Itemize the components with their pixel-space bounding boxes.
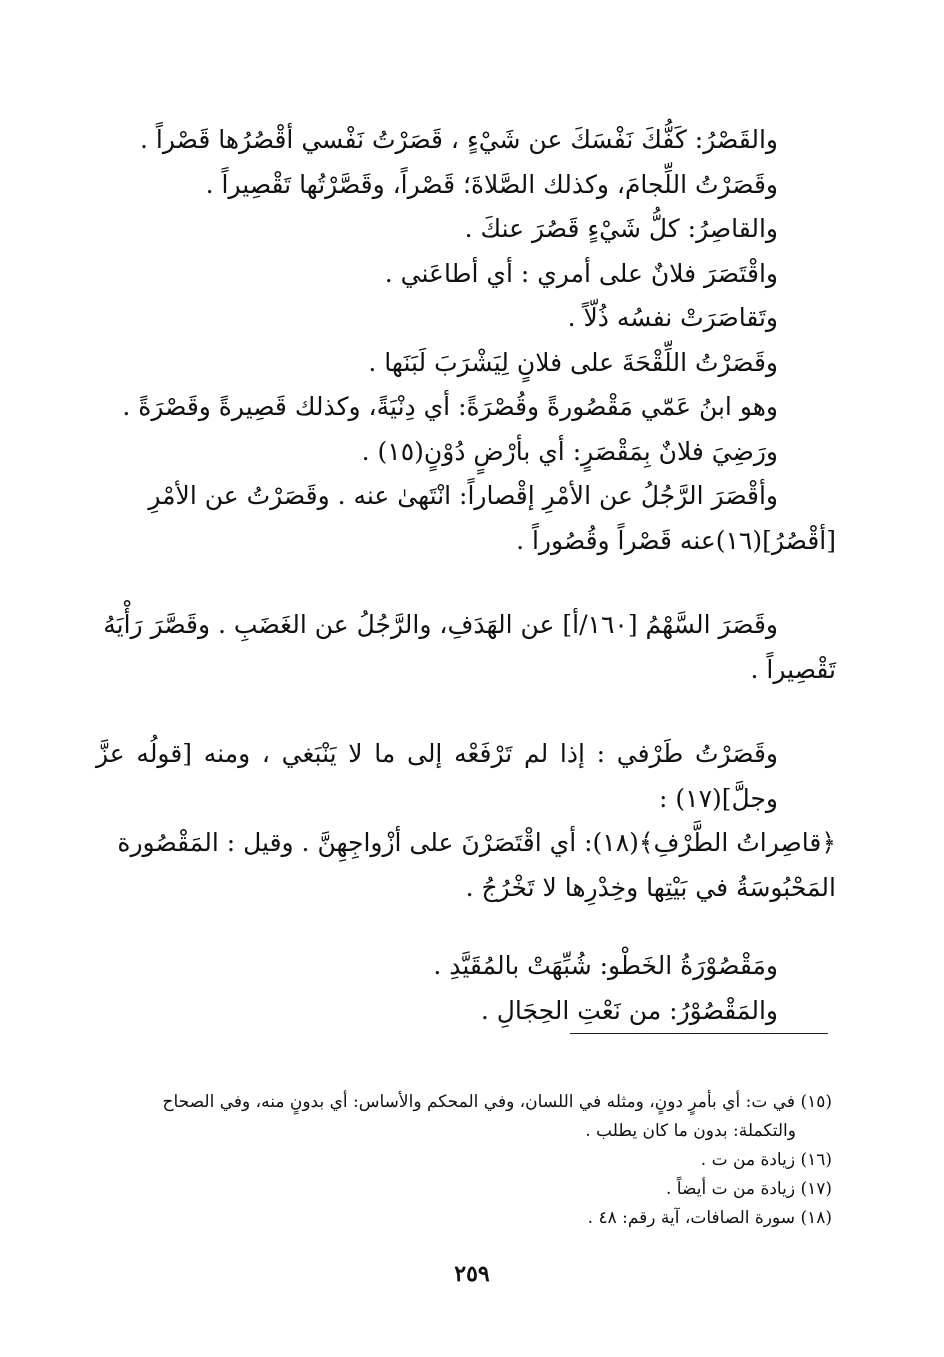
text-line: والقَصْرُ: كَفُّكَ نَفْسَكَ عن شَيْءٍ ، قَصَرْتُ نَفْسي أقْصُرُها قَصْراً . bbox=[140, 125, 778, 154]
footnotes bbox=[106, 1088, 832, 1233]
text-line: وهو ابنُ عَمّي مَقْصُورةً وقُصْرَةً: أي دِنْيَةً، وكذلك قَصِيرةً وقَصْرَةً . bbox=[122, 392, 778, 421]
text-line: تَقْصِيراً . bbox=[750, 654, 836, 684]
main-text bbox=[96, 118, 836, 1033]
text-line: [أقْصُرُ](١٦)عنه قَصْراً وقُصُوراً . bbox=[516, 525, 836, 555]
text-line: وتَقاصَرَتْ نفسُه ذُلّاً . bbox=[567, 303, 778, 332]
text-line: وأقْصَرَ الرَّجُلُ عن الأمْرِ إقْصاراً: انْتَهىٰ عنه . وقَصَرْتُ عن الأمْرِ bbox=[148, 481, 778, 510]
footnote-divider bbox=[570, 1033, 828, 1034]
text-line: واقْتَصَرَ فلانٌ على أمري : أي أطاعَني . bbox=[384, 258, 778, 288]
text-line: وقَصَرْتُ طَرْفي : إذا لم تَرْفَعْه إلى ما لا يَنْبَغي ، ومنه [قولُه عزَّ وجلَّ](١٧) : bbox=[96, 739, 778, 813]
footnote-item: (١٧) زيادة من ت أيضاً . bbox=[666, 1179, 832, 1199]
text-line: وقَصَرْتُ اللِّقْحَةَ على فلانٍ لِيَشْرَبَ لَبَنَها . bbox=[368, 347, 778, 377]
text-line: والقاصِرُ: كلُّ شَيْءٍ قَصُرَ عنكَ . bbox=[464, 214, 778, 243]
text-line: والمَقْصُوْرُ: من نَعْتِ الحِجَالِ . bbox=[480, 995, 778, 1025]
text-line: ورَضِيَ فلانٌ بِمَقْصَرٍ: أي بأرْضٍ دُوْنٍ(١٥) . bbox=[361, 436, 778, 466]
text-line: المَحْبُوسَةُ في بَيْتِها وخِدْرِها لا تَخْرُجُ . bbox=[465, 872, 836, 902]
text-line: وقَصَرَ السَّهْمُ [١٦٠/أ] عن الهَدَفِ، والرَّجُلُ عن الغَضَبِ . وقَصَّرَ رَأْيَهُ bbox=[103, 610, 778, 639]
page-number: ٢٥٩ bbox=[454, 1261, 490, 1287]
footnote-item: والتكملة: بدون ما كان يطلب . bbox=[585, 1121, 796, 1141]
footnote-item: (١٥) في ت: أي بأمرٍ دونٍ، ومثله في اللسان، وفي المحكم والأساس: أي بدونٍ منه، وفي الصحاح bbox=[162, 1092, 832, 1112]
text-line: وقَصَرْتُ اللِّجامَ، وكذلك الصَّلاةَ؛ قَصْراً، وقَصَّرْتُها تَقْصِيراً . bbox=[205, 169, 778, 199]
footnote-item: (١٦) زيادة من ت . bbox=[700, 1150, 832, 1170]
text-line: ﴿قاصِراتُ الطَّرْفِ﴾(١٨): أي اقْتَصَرْنَ على أزْواجِهِنَّ . وقيل : المَقْصُورة bbox=[117, 828, 836, 857]
footnote-item: (١٨) سورة الصافات، آية رقم: ٤٨ . bbox=[587, 1208, 832, 1228]
text-line: ومَقْصُوْرَةُ الخَطْو: شُبِّهَتْ بالمُقَيَّدِ . bbox=[433, 951, 778, 980]
